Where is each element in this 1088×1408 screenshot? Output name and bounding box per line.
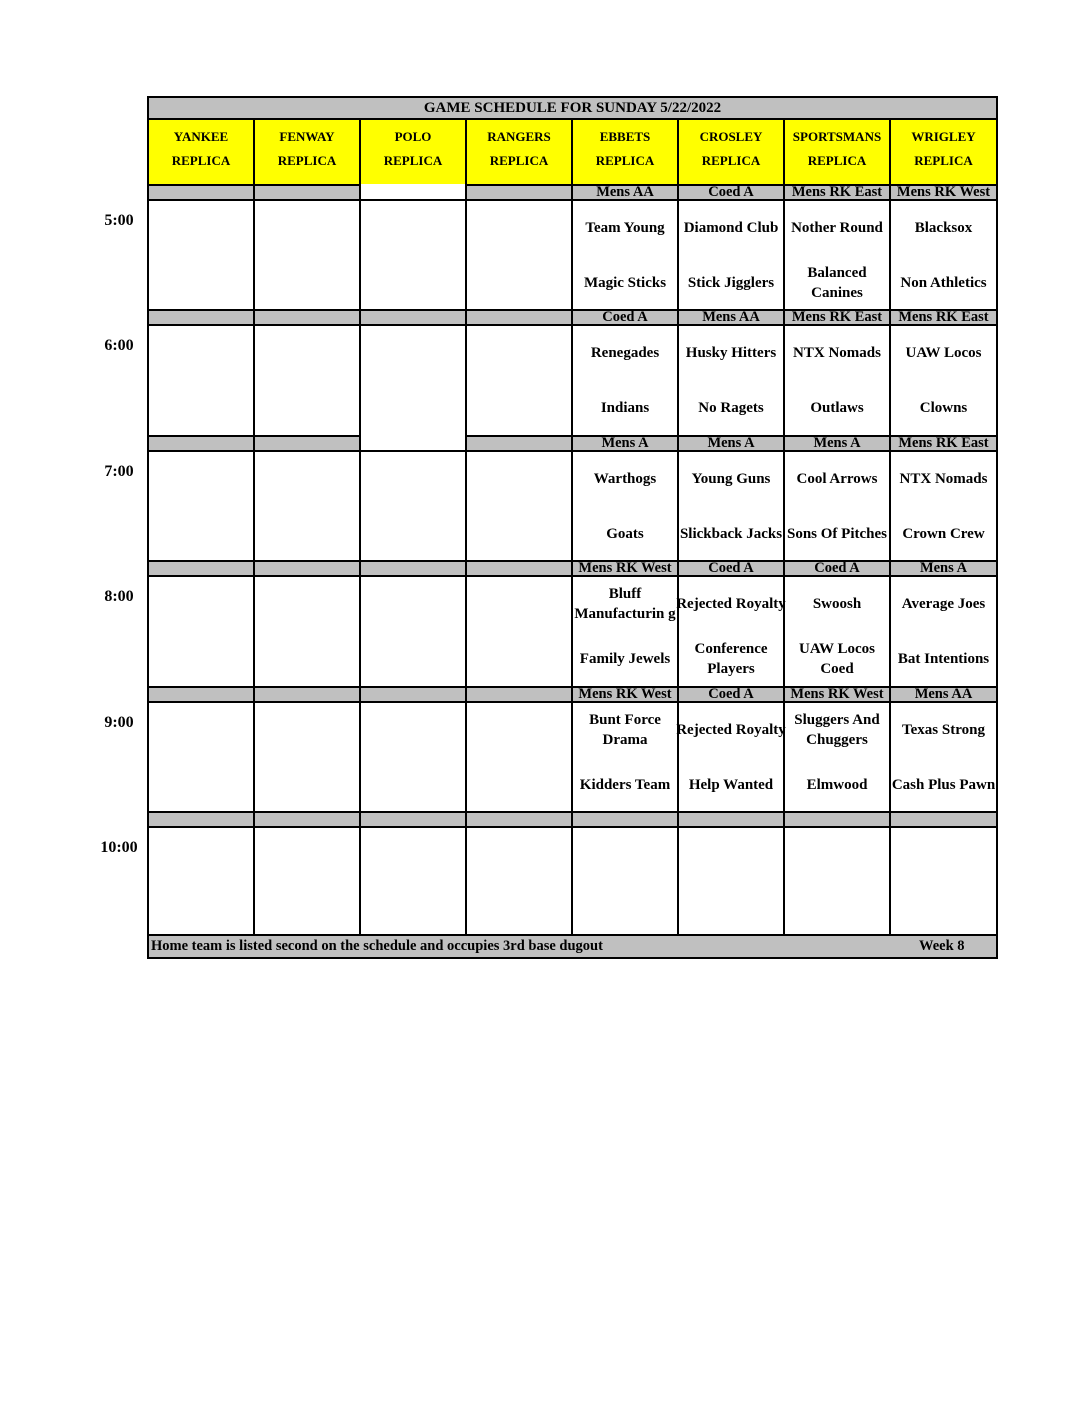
visiting-team: Bluff Manufacturin g (574, 585, 676, 622)
game-cell (149, 201, 255, 310)
field-subtitle: REPLICA (383, 153, 443, 168)
division-label (255, 560, 361, 577)
game-cell (467, 703, 573, 812)
game-cell (785, 326, 891, 435)
home-team (145, 762, 257, 807)
home-team (145, 887, 257, 932)
game-cell (679, 828, 785, 937)
home-team: Crown Crew (902, 525, 985, 542)
field-subtitle: REPLICA (489, 153, 549, 168)
game-cell (255, 703, 361, 812)
home-team (357, 887, 469, 932)
visiting-team: Average Joes (901, 595, 986, 612)
home-team (463, 887, 575, 932)
field-subtitle: REPLICA (807, 153, 867, 168)
visiting-team: Diamond Club (683, 219, 779, 236)
visiting-team (463, 581, 575, 626)
game-cell (573, 326, 679, 435)
division-label (361, 435, 467, 452)
division-label: Mens RK East (785, 309, 891, 326)
visiting-team (145, 456, 257, 501)
division-label: Mens A (891, 560, 996, 577)
game-cell (467, 452, 573, 561)
home-team: Indians (600, 399, 650, 416)
division-label (467, 686, 573, 703)
visiting-team: Renegades (590, 344, 660, 361)
field-name: YANKEE (173, 129, 229, 144)
division-label (467, 435, 573, 452)
game-cell (573, 703, 679, 812)
time-label: 9:00 (104, 714, 134, 731)
division-label (361, 184, 467, 201)
home-team: Help Wanted (688, 776, 774, 793)
division-label: Coed A (679, 560, 785, 577)
game-cell (679, 452, 785, 561)
home-team (463, 511, 575, 556)
week-label: Week 8 (919, 938, 965, 954)
field-subtitle: REPLICA (914, 153, 973, 168)
field-name: EBBETS (599, 129, 651, 144)
division-label (785, 811, 891, 828)
footer-bar (149, 934, 996, 957)
home-team (357, 385, 469, 430)
game-cell (255, 577, 361, 686)
home-team (357, 636, 469, 681)
visiting-team (569, 832, 681, 877)
home-team: Elmwood (806, 776, 868, 793)
game-cell (891, 703, 996, 812)
field-name: SPORTSMANS (792, 129, 882, 144)
home-team: Bat Intentions (897, 650, 990, 667)
home-team (251, 762, 363, 807)
field-subtitle: REPLICA (595, 153, 655, 168)
home-team (251, 511, 363, 556)
division-label (467, 560, 573, 577)
home-team (675, 887, 787, 932)
visiting-team: Warthogs (593, 470, 657, 487)
division-label (149, 560, 255, 577)
field-header-sportsmans (785, 120, 891, 184)
division-label (255, 686, 361, 703)
visiting-team (675, 832, 787, 877)
game-cell (467, 828, 573, 937)
game-cell (785, 452, 891, 561)
game-cell (785, 201, 891, 310)
game-cell (149, 452, 255, 561)
visiting-team: Cool Arrows (796, 470, 878, 487)
field-header-wrigley (891, 120, 996, 184)
visiting-team (357, 581, 469, 626)
home-team: Stick Jigglers (687, 274, 775, 291)
visiting-team: Team Young (585, 219, 665, 236)
game-cell (255, 452, 361, 561)
game-cell (255, 326, 361, 435)
visiting-team: Swoosh (812, 595, 862, 612)
field-name: WRIGLEY (911, 129, 976, 144)
division-label: Coed A (785, 560, 891, 577)
game-cell (679, 201, 785, 310)
field-header-polo (361, 120, 467, 184)
home-team (145, 385, 257, 430)
footer-note: Home team is listed second on the schedule and occupies 3rd base dugout (151, 938, 603, 954)
division-label (573, 811, 679, 828)
visiting-team (251, 581, 363, 626)
game-cell (361, 703, 467, 812)
visiting-team: UAW Locos (905, 344, 982, 361)
division-label (255, 309, 361, 326)
game-cell (361, 326, 467, 435)
field-subtitle: REPLICA (277, 153, 337, 168)
home-team: Slickback Jacks (679, 525, 783, 542)
field-header-yankee (149, 120, 255, 184)
home-team (887, 887, 1000, 932)
home-team (463, 385, 575, 430)
visiting-team (145, 581, 257, 626)
game-cell (467, 577, 573, 686)
division-label: Mens RK West (573, 686, 679, 703)
visiting-team (463, 330, 575, 375)
division-label (255, 811, 361, 828)
game-cell (467, 201, 573, 310)
division-label (361, 811, 467, 828)
home-team: Kidders Team (579, 776, 671, 793)
visiting-team (251, 330, 363, 375)
visiting-team (357, 456, 469, 501)
division-label (149, 184, 255, 201)
division-label (361, 560, 467, 577)
visiting-team (145, 205, 257, 250)
home-team: No Ragets (698, 399, 764, 416)
division-label (467, 811, 573, 828)
field-header-ebbets (573, 120, 679, 184)
division-label (255, 435, 361, 452)
visiting-team: Texas Strong (902, 721, 985, 738)
division-label (891, 811, 996, 828)
visiting-team (463, 456, 575, 501)
home-team: Goats (606, 525, 644, 542)
game-cell (573, 577, 679, 686)
visiting-team: NTX Nomads (899, 470, 988, 487)
visiting-team (887, 832, 1000, 877)
visiting-team (145, 707, 257, 752)
field-header-crosley (679, 120, 785, 184)
visiting-team (357, 832, 469, 877)
game-cell (149, 828, 255, 937)
division-label: Mens A (679, 435, 785, 452)
visiting-team (145, 832, 257, 877)
game-cell (149, 577, 255, 686)
home-team: Sons Of Pitches (786, 525, 887, 542)
home-team (251, 636, 363, 681)
game-cell (361, 828, 467, 937)
division-label (149, 811, 255, 828)
time-label: 8:00 (104, 588, 134, 605)
home-team (251, 260, 363, 305)
division-label (467, 184, 573, 201)
game-cell (255, 201, 361, 310)
division-label: Mens AA (891, 686, 996, 703)
division-label (467, 309, 573, 326)
visiting-team: Rejected Royalty (676, 595, 786, 612)
division-label: Mens AA (573, 184, 679, 201)
visiting-team (357, 205, 469, 250)
home-team: Clowns (919, 399, 968, 416)
home-team: Outlaws (810, 399, 864, 416)
visiting-team (251, 707, 363, 752)
field-header-fenway (255, 120, 361, 184)
game-cell (361, 452, 467, 561)
home-team (463, 762, 575, 807)
game-cell (676, 703, 786, 812)
game-cell (467, 326, 573, 435)
division-label: Mens RK East (891, 309, 996, 326)
home-team (251, 385, 363, 430)
visiting-team: Blacksox (914, 219, 973, 236)
division-label (361, 686, 467, 703)
field-name: RANGERS (487, 129, 551, 144)
home-team (781, 887, 893, 932)
visiting-team (251, 456, 363, 501)
division-label: Mens RK West (573, 560, 679, 577)
game-cell (891, 577, 996, 686)
visiting-team: Young Guns (691, 470, 771, 487)
game-cell (149, 703, 255, 812)
division-label: Mens RK East (785, 184, 891, 201)
field-header-rangers (467, 120, 573, 184)
game-cell (679, 326, 785, 435)
home-team (463, 260, 575, 305)
division-label (679, 811, 785, 828)
division-label (149, 435, 255, 452)
visiting-team (357, 707, 469, 752)
game-cell (785, 828, 891, 937)
division-label: Mens AA (679, 309, 785, 326)
division-label (149, 309, 255, 326)
home-team: Balanced Canines (807, 264, 867, 301)
home-team: Magic Sticks (583, 274, 667, 291)
visiting-team: Bunt Force Drama (589, 711, 661, 748)
division-label (361, 309, 467, 326)
division-label: Mens RK West (785, 686, 891, 703)
game-cell (361, 201, 467, 310)
visiting-team (781, 832, 893, 877)
visiting-team: Nother Round (791, 219, 883, 236)
field-subtitle: REPLICA (171, 153, 231, 168)
schedule-table (147, 96, 998, 959)
home-team: Cash Plus Pawn (891, 776, 996, 793)
field-name: FENWAY (279, 129, 335, 144)
field-subtitle: REPLICA (701, 153, 761, 168)
visiting-team: Sluggers And Chuggers (794, 711, 880, 748)
game-cell (891, 326, 996, 435)
home-team (145, 511, 257, 556)
game-cell (573, 201, 679, 310)
visiting-team: Rejected Royalty (676, 721, 786, 738)
visiting-team (463, 707, 575, 752)
game-cell (573, 452, 679, 561)
visiting-team (463, 205, 575, 250)
division-label: Coed A (573, 309, 679, 326)
division-label: Mens A (785, 435, 891, 452)
visiting-team (463, 832, 575, 877)
game-cell (149, 326, 255, 435)
home-team (463, 636, 575, 681)
home-team: Non Athletics (900, 274, 987, 291)
division-label: Mens RK West (891, 184, 996, 201)
home-team: Family Jewels (579, 650, 671, 667)
game-cell (785, 577, 891, 686)
visiting-team: Husky Hitters (685, 344, 777, 361)
division-label: Mens A (573, 435, 679, 452)
visiting-team: NTX Nomads (793, 344, 881, 361)
visiting-team (251, 832, 363, 877)
home-team (145, 636, 257, 681)
game-cell (255, 828, 361, 937)
division-label: Coed A (679, 686, 785, 703)
division-label (255, 184, 361, 201)
division-label (149, 686, 255, 703)
visiting-team (145, 330, 257, 375)
home-team (145, 260, 257, 305)
home-team (357, 762, 469, 807)
home-team: UAW Locos Coed (799, 640, 875, 677)
time-label: 10:00 (100, 839, 138, 856)
home-team (251, 887, 363, 932)
home-team (357, 260, 469, 305)
home-team (569, 887, 681, 932)
time-label: 5:00 (104, 212, 134, 229)
game-cell (361, 577, 467, 686)
home-team (357, 511, 469, 556)
visiting-team (357, 330, 469, 375)
game-cell (573, 828, 679, 937)
division-label: Coed A (679, 184, 785, 201)
visiting-team (251, 205, 363, 250)
game-cell (891, 452, 996, 561)
field-name: POLO (394, 129, 432, 144)
time-label: 7:00 (104, 463, 134, 480)
division-label: Mens RK East (891, 435, 996, 452)
game-cell (891, 828, 996, 937)
game-cell (891, 201, 996, 310)
game-cell (676, 577, 786, 686)
schedule-title: GAME SCHEDULE FOR SUNDAY 5/22/2022 (149, 98, 996, 120)
time-label: 6:00 (104, 337, 134, 354)
game-cell (785, 703, 891, 812)
home-team: Conference Players (694, 640, 768, 677)
field-name: CROSLEY (699, 129, 763, 144)
